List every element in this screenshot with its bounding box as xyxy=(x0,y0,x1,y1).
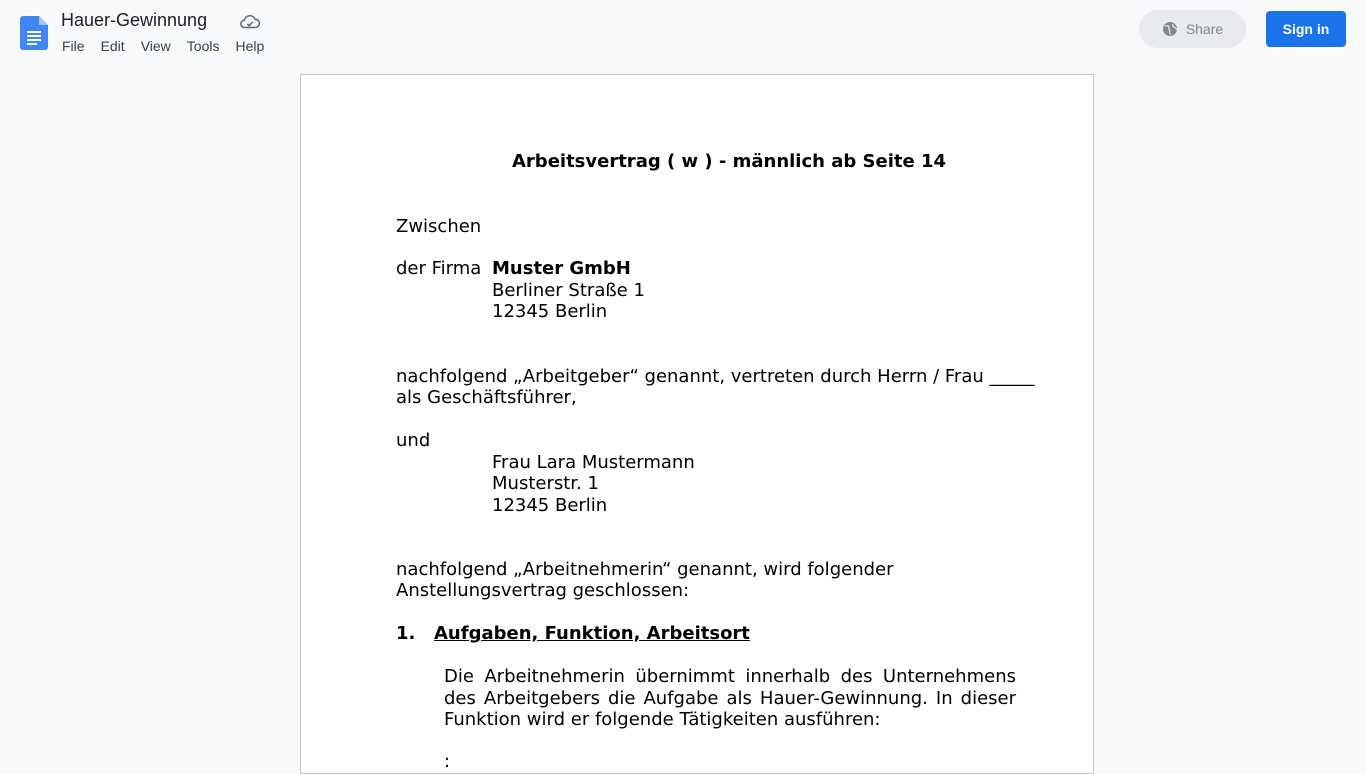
share-label: Share xyxy=(1185,21,1224,37)
section-colon: : xyxy=(444,751,451,772)
menu-bar xyxy=(62,38,280,54)
cloud-saved-icon[interactable] xyxy=(239,13,261,31)
top-bar xyxy=(0,0,1366,64)
employee-name: Frau Lara Mustermann xyxy=(492,452,695,473)
section-number: 1. xyxy=(396,623,416,644)
und-text: und xyxy=(396,430,431,451)
section-title: Aufgaben, Funktion, Arbeitsort xyxy=(434,623,750,644)
zwischen-text: Zwischen xyxy=(396,216,482,237)
google-docs-icon[interactable] xyxy=(20,16,48,50)
employer-line-2: als Geschäftsführer, xyxy=(396,387,577,408)
document-page xyxy=(300,74,1094,774)
firma-label: der Firma xyxy=(396,258,482,279)
employee-line-2: Anstellungsvertrag geschlossen: xyxy=(396,580,690,601)
menu-edit[interactable]: Edit xyxy=(100,38,125,54)
menu-view[interactable]: View xyxy=(140,38,171,54)
firma-city: 12345 Berlin xyxy=(492,301,608,322)
employee-street: Musterstr. 1 xyxy=(492,473,599,494)
employer-line-1: nachfolgend „Arbeitgeber“ genannt, vertreten durch Herrn / Frau _____ xyxy=(396,366,1035,387)
menu-help[interactable]: Help xyxy=(235,38,265,54)
globe-icon xyxy=(1162,21,1178,37)
employee-city: 12345 Berlin xyxy=(492,495,608,516)
menu-file[interactable]: File xyxy=(62,38,85,54)
firma-name: Muster GmbH xyxy=(492,258,631,279)
sign-in-button[interactable]: Sign in xyxy=(1266,11,1346,47)
employee-line-1: nachfolgend „Arbeitnehmerin“ genannt, wird folgender xyxy=(396,559,894,580)
section-body: Die Arbeitnehmerin übernimmt innerhalb des Unternehmens des Arbeitgebers die Aufgabe als Hauer-Gewinnung. In dieser Funktion wird er folgende Tätigkeiten ausführen: xyxy=(444,666,1016,730)
document-heading: Arbeitsvertrag ( w ) - männlich ab Seite 14 xyxy=(512,151,946,172)
menu-tools[interactable]: Tools xyxy=(186,38,220,54)
share-button[interactable] xyxy=(1139,10,1246,48)
firma-street: Berliner Straße 1 xyxy=(492,280,645,301)
document-title[interactable]: Hauer-Gewinnung xyxy=(61,10,208,30)
